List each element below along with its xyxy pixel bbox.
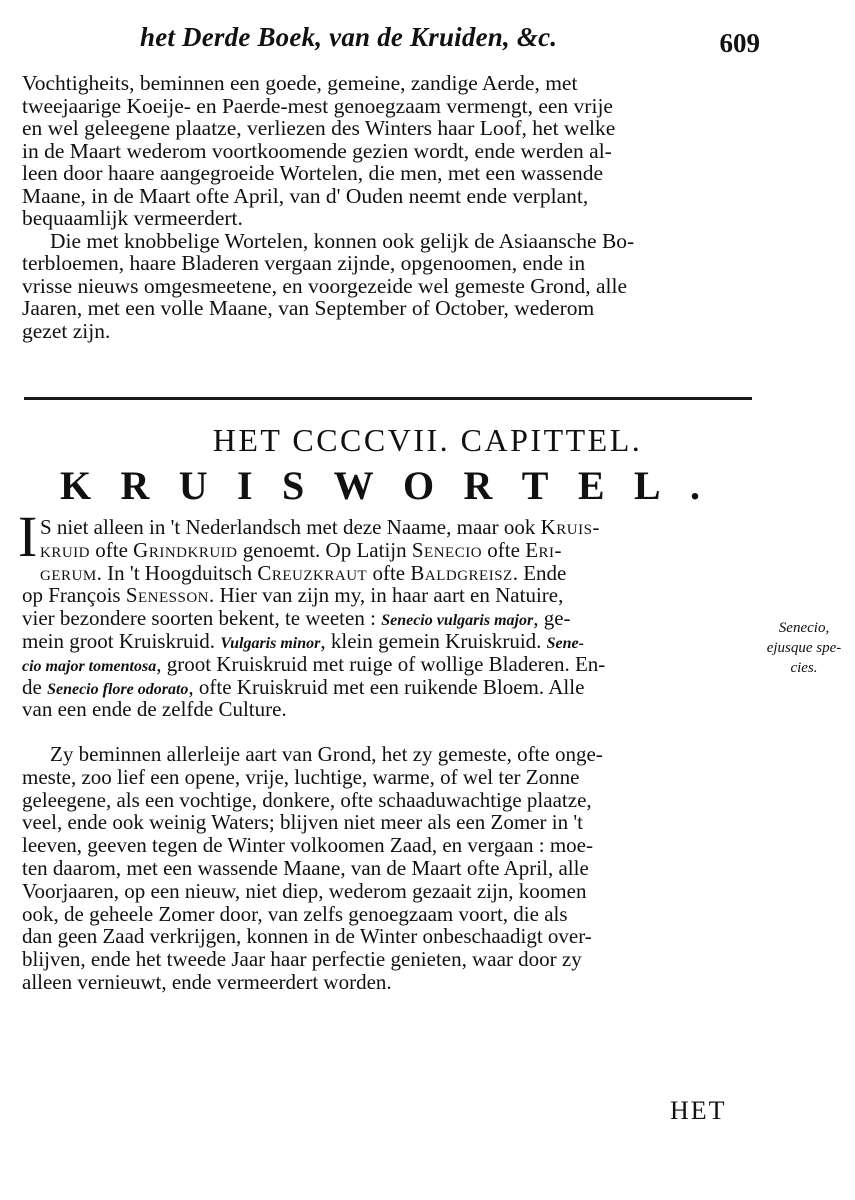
drop-cap: I xyxy=(18,504,38,569)
text-line: leeven, geeven tegen de Winter volkoomen Zaad, en vergaan : moe- xyxy=(22,833,593,858)
continuation-text xyxy=(22,72,742,342)
text-line: en wel geleegene plaatze, verliezen des Winters haar Loof, het welke xyxy=(22,116,616,140)
running-head-title: het Derde Boek, van de Kruiden, &c. xyxy=(140,22,558,52)
text-line xyxy=(22,516,738,539)
section-divider xyxy=(24,397,752,400)
text-line: Zy beminnen allerleije aart van Grond, het zy gemeste, ofte onge- xyxy=(50,742,603,766)
catchword: HET xyxy=(670,1096,727,1125)
text-span: vier bezondere soorten bekent, te weeten : xyxy=(22,606,382,631)
latin-name: Senecio flore odorato xyxy=(47,680,189,698)
text-span: ofte xyxy=(367,560,411,585)
title-letter: O xyxy=(402,463,435,508)
title-letter: R xyxy=(463,463,493,508)
small-caps-term: Kruis- xyxy=(540,515,600,539)
text-line: tweejaarige Koeije- en Paerde-mest genoegzaam vermengt, een vrije xyxy=(22,93,613,118)
text-line: leen door haare aangegroeide Wortelen, die men, met een wassende xyxy=(22,161,604,185)
text-span: de xyxy=(22,674,48,699)
small-caps-term: gerum xyxy=(40,560,97,585)
text-line xyxy=(22,584,738,607)
text-span: ofte xyxy=(482,537,526,562)
text-line: Vochtigheits, beminnen een goede, gemeine, zandige Aerde, met xyxy=(22,71,578,95)
body-paragraph-1 xyxy=(22,516,738,721)
text-line: van een ende de zelfde Culture. xyxy=(22,697,287,722)
text-span: S niet alleen in 't Nederlandsch met deze Naame, maar ook xyxy=(40,515,541,539)
latin-name: Sene- xyxy=(546,634,584,652)
text-span: . In 't Hoogduitsch xyxy=(96,560,258,585)
title-letter: R xyxy=(120,463,150,508)
text-line xyxy=(22,630,738,653)
title-letter: K xyxy=(60,463,92,508)
title-letter: . xyxy=(689,463,700,508)
small-caps-term: Grindkruid xyxy=(133,537,238,562)
small-caps-term: Senecio xyxy=(411,537,483,562)
small-caps-term: Senesson xyxy=(125,583,210,608)
text-line: dan geen Zaad verkrijgen, konnen in de Winter onbeschaadigt over- xyxy=(22,924,592,949)
small-caps-term: Creuzkraut xyxy=(257,560,368,585)
small-caps-term: Eri- xyxy=(525,537,563,562)
text-line: ten daarom, met een wassende Maane, van de Maart ofte April, alle xyxy=(22,855,589,880)
text-line: gezet zijn. xyxy=(22,318,111,343)
chapter-title xyxy=(60,462,700,509)
title-letter: S xyxy=(281,463,305,508)
text-line: Maane, in de Maart ofte April, van d' Ouden neemt ende verplant, xyxy=(22,183,589,208)
text-span: genoemt. Op Latijn xyxy=(237,537,412,562)
text-line xyxy=(22,539,738,562)
page-number: 609 xyxy=(719,28,760,58)
margin-note-line: Senecio, xyxy=(778,620,830,636)
text-line xyxy=(22,676,738,699)
text-line xyxy=(22,562,738,585)
margin-note xyxy=(756,618,852,678)
text-span: mein groot Kruiskruid. xyxy=(22,628,221,653)
text-span: , groot Kruiskruid met ruige of wollige Bladeren. En- xyxy=(156,651,606,676)
running-head xyxy=(60,22,760,62)
small-caps-term: kruid xyxy=(40,537,90,562)
title-letter: I xyxy=(237,463,253,508)
latin-name: Senecio vulgaris major xyxy=(381,612,534,630)
text-span: , ofte Kruiskruid met een ruikende Bloem. Alle xyxy=(188,674,585,699)
text-line: alleen vernieuwt, ende vermeerdert worden. xyxy=(22,969,392,994)
text-line: ook, de geheele Zomer door, van zelfs genoegzaam voort, die als xyxy=(22,901,568,926)
text-line: bequaamlijk vermeerdert. xyxy=(22,206,243,230)
chapter-heading: HET CCCCVII. CAPITTEL. xyxy=(212,422,643,458)
title-letter: E xyxy=(577,463,605,508)
text-line: Die met knobbelige Wortelen, konnen ook gelijk de Asiaansche Bo- xyxy=(50,228,635,253)
text-line xyxy=(22,653,738,676)
small-caps-term: Baldgreisz xyxy=(410,560,513,585)
text-line: Voorjaaren, op een nieuw, niet diep, wederom gezaait zijn, koomen xyxy=(22,878,587,903)
text-line: geleegene, als een vochtige, donkere, ofte schaaduwachtige plaatze, xyxy=(22,787,592,812)
text-span: op François xyxy=(22,583,126,608)
margin-note-line: cies. xyxy=(790,660,818,676)
text-line: veel, ende ook weinig Waters; blijven niet meer als een Zomer in 't xyxy=(22,810,583,835)
text-line: meste, zoo lief een opene, vrije, luchtige, warme, of wel ter Zonne xyxy=(22,764,580,789)
margin-note-line: ejusque spe- xyxy=(766,640,842,656)
text-line xyxy=(22,607,738,630)
text-line: in de Maart wederom voortkoomende gezien wordt, ende werden al- xyxy=(22,138,612,163)
text-line: blijven, ende het tweede Jaar haar perfectie genieten, waar door zy xyxy=(22,947,582,972)
latin-name: Vulgaris minor xyxy=(220,634,321,652)
body-paragraph-2 xyxy=(22,743,738,994)
text-line: vrisse nieuws omgesmeetene, en voorgezeide wel gemeste Grond, alle xyxy=(22,273,627,298)
title-letter: U xyxy=(178,463,208,508)
title-letter: T xyxy=(521,463,549,508)
title-letter: L xyxy=(633,463,661,508)
text-line: Jaaren, met een volle Maane, van September of October, wederom xyxy=(22,296,595,320)
text-span: . Ende xyxy=(512,560,567,585)
text-span: ofte xyxy=(90,537,134,562)
text-line: terbloemen, haare Bladeren vergaan zijnde, opgenoomen, ende in xyxy=(22,251,586,275)
text-span: , klein gemein Kruiskruid. xyxy=(320,628,547,653)
text-span: . Hier van zijn my, in haar aart en Natuire, xyxy=(209,583,564,608)
title-letter: W xyxy=(333,463,374,508)
latin-name: cio major tomentosa xyxy=(22,657,157,675)
text-span: , ge- xyxy=(533,606,571,631)
